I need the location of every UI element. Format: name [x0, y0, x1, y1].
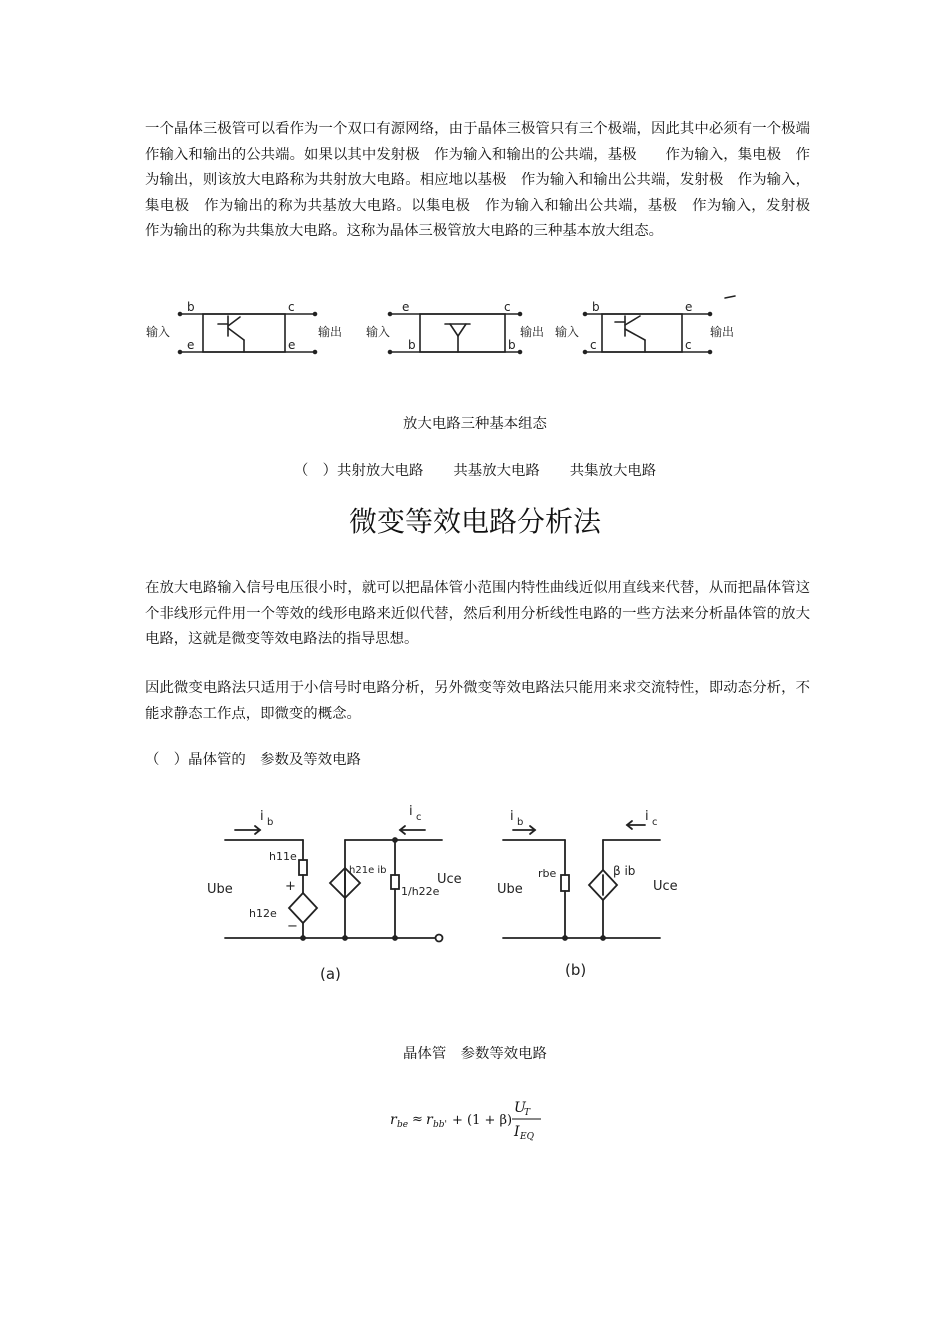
svg-text:c: c [590, 338, 597, 352]
svg-text:h12e: h12e [249, 907, 277, 920]
svg-text:Uce: Uce [437, 872, 462, 887]
svg-text:e: e [187, 338, 195, 352]
svg-text:bb': bb' [433, 1120, 447, 1130]
svg-text:输出: 输出 [710, 325, 735, 339]
svg-text:c: c [288, 300, 295, 314]
svg-text:e: e [685, 300, 693, 314]
h-parameter-figure [205, 795, 685, 995]
svg-text:h11e: h11e [269, 850, 297, 863]
svg-text:i: i [409, 804, 413, 819]
common-emitter-diagram [179, 313, 317, 354]
svg-text:b: b [592, 300, 600, 314]
svg-text:b: b [267, 817, 274, 828]
svg-text:b: b [517, 817, 524, 828]
svg-text:Ube: Ube [207, 882, 233, 897]
intro-paragraph: 一个晶体三极管可以看作为一个双口有源网络，由于晶体三极管只有三个极端，因此其中必须有一个极端作输入和输出的公共端。如果以其中发射极 作为输入和输出的公共端，基极 作为输入，集电极 作为输出，则该放大电路称为共射放大电路。相应地以基极 作为输入和输出公共端，发射极 作为输入，集电极 作为输出的称为共基放大电路。以集电极 作为输入和输出公共端，基极 作为输入，发射极 作为输出的称为共集放大电路。这称为晶体三极管放大电路的三种基本放大组态。 [145, 121, 825, 240]
svg-text:(a): (a) [320, 965, 341, 983]
svg-text:b: b [408, 338, 416, 352]
paragraph-principle: 在放大电路输入信号电压很小时，就可以把晶体管小范围内特性曲线近似用直线来代替，从而把晶体管这个非线形元件用一个等效的线形电路来近似代替，然后利用分析线性电路的一些方法来分析晶体管的放大电路，这就是微变等效电路法的指导思想。 [145, 580, 810, 648]
svg-text:−: − [287, 919, 298, 934]
figure2-caption: 晶体管 参数等效电路 [403, 1046, 547, 1062]
svg-text:c: c [504, 300, 511, 314]
svg-text:输入: 输入 [146, 325, 171, 339]
svg-text:输出: 输出 [318, 325, 343, 339]
svg-text:输入: 输入 [555, 325, 580, 339]
svg-text:h21e ib: h21e ib [349, 865, 387, 876]
svg-text:b: b [508, 338, 516, 352]
svg-text:输入: 输入 [366, 325, 391, 339]
svg-text:b: b [187, 300, 195, 314]
svg-text:c: c [685, 338, 692, 352]
svg-text:i: i [510, 809, 514, 824]
figure1-caption: 放大电路三种基本组态 [403, 416, 547, 432]
svg-text:EQ: EQ [520, 1132, 534, 1142]
svg-text:rbe: rbe [538, 867, 557, 880]
svg-text:输出: 输出 [520, 325, 545, 339]
svg-text:c: c [652, 817, 658, 828]
svg-text:be: be [397, 1120, 409, 1130]
figure1-labels [0, 459, 950, 480]
svg-text:e: e [402, 300, 410, 314]
svg-text:c: c [416, 812, 422, 823]
svg-text:r: r [390, 1112, 397, 1128]
svg-text:Ube: Ube [497, 882, 523, 897]
label-common-collector: 共集放大电路 [569, 463, 657, 479]
subsection-label: （ ）晶体管的 参数及等效电路 [145, 752, 361, 768]
label-common-emitter: （ ）共射放大电路 [293, 463, 424, 479]
svg-text:Uce: Uce [653, 879, 678, 894]
paragraph-limitation: 因此微变电路法只适用于小信号时电路分析，另外微变等效电路法只能用来求交流特性，即动态分析，不能求静态工作点，即微变的概念。 [145, 680, 810, 722]
svg-text:U: U [514, 1100, 526, 1116]
svg-text:i: i [260, 809, 264, 824]
svg-text:β ib: β ib [613, 864, 636, 878]
svg-text:≈: ≈ [412, 1112, 423, 1127]
svg-text:+: + [285, 879, 296, 894]
svg-text:e: e [288, 338, 296, 352]
section-heading: 微变等效电路分析法 [348, 505, 601, 538]
label-common-base: 共基放大电路 [453, 463, 540, 479]
svg-text:r: r [426, 1112, 433, 1128]
svg-text:+ (1 + β): + (1 + β) [452, 1113, 513, 1128]
svg-text:(b): (b) [565, 961, 587, 979]
svg-text:I: I [514, 1124, 520, 1140]
configurations-figure [140, 292, 740, 374]
rbe-formula [388, 1094, 548, 1149]
svg-text:i: i [645, 809, 649, 824]
svg-text:T: T [524, 1108, 531, 1118]
svg-text:1/h22e: 1/h22e [401, 885, 440, 898]
